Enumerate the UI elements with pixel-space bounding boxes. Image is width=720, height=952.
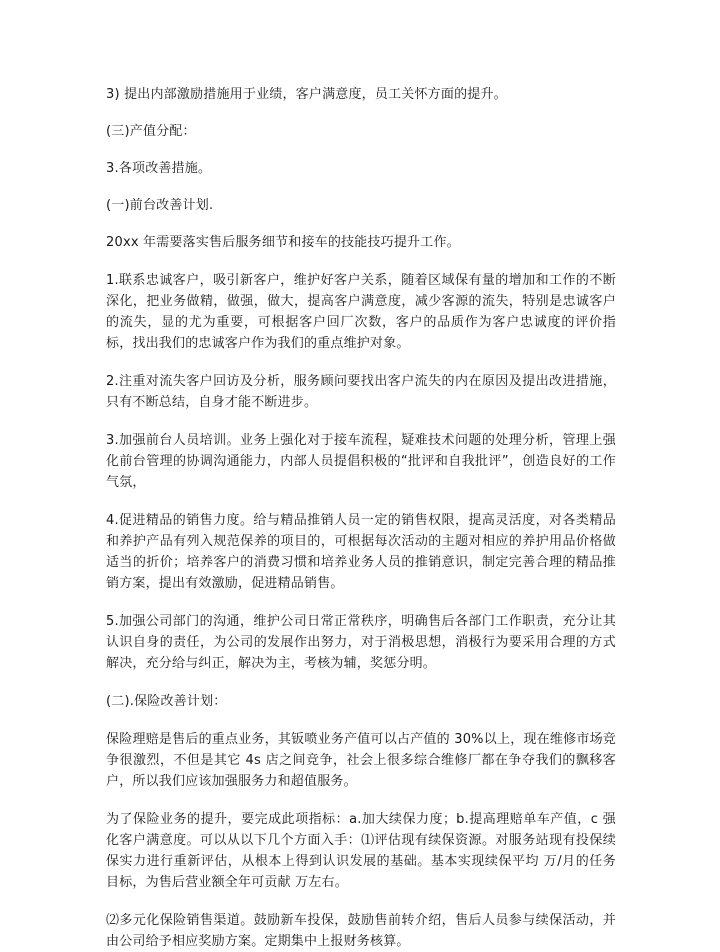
paragraph-item-5: 5.加强公司部门的沟通，维护公司日常正常秩序，明确售后各部门工作职责，充分让其认识自身的责任，为公司的发展作出努力，对于消极思想，消极行为要采用合理的方式解决，充分给与纠正，解决为主，考核为辅，奖惩分明。: [106, 614, 616, 671]
paragraph-incentive-measures: 3) 提出内部激励措施用于业绩，客户满意度，员工关怀方面的提升。: [106, 87, 507, 102]
paragraph-item-3: 3.加强前台人员培训。业务上强化对于接车流程，疑难技术问题的处理分析，管理上强化前台管理的协调沟通能力，内部人员提倡积极的“批评和自我批评”，创造良好的工作气氛，: [106, 433, 616, 490]
paragraph-item-1: 1.联系忠诚客户，吸引新客户，维护好客户关系，随着区域保有量的增加和工作的不断深化，把业务做精，做强，做大，提高客户满意度，减少客源的流失，特别是忠诚客户的流失，显的尤为重要，可根据客户回厂次数，客户的品质作为客户忠诚度的评价指标，找出我们的忠诚客户作为我们的重点维护对象。: [106, 273, 616, 351]
heading-improvement-measures: 3.各项改善措施。: [106, 161, 212, 176]
paragraph-item-2: 2.注重对流失客户回访及分析，服务顾问要找出客户流失的内在原因及提出改进措施，只有不断总结，自身才能不断进步。: [106, 374, 616, 410]
paragraph-insurance-targets: 为了保险业务的提升，要完成此项指标：a.加大续保力度；b.提高理赔单车产值，c 强化客户满意度。可以从以下几个方面入手：⑴评估现有续保资源。对服务站现有投保续保实力进行重新评估，从根本上得到认识发展的基础。基本实现续保平均 万/月的任务目标，为售后营业额全年可贡献 万左右。: [106, 812, 616, 890]
paragraph-item-4: 4.促进精品的销售力度。给与精品推销人员一定的销售权限，提高灵活度，对各类精品和养护产品有列入规范保养的项目的，可根据每次活动的主题对相应的养护用品价格做适当的折价；培养客户的消费习惯和培养业务人员的推销意识，制定完善合理的精品推销方案，提出有效激励，促进精品销售。: [106, 513, 616, 591]
heading-insurance-plan: (二).保险改善计划：: [106, 694, 227, 709]
heading-front-desk-plan: (一)前台改善计划.: [106, 198, 214, 213]
paragraph-insurance-claims: 保险理赔是售后的重点业务，其钣喷业务产值可以占产值的 30%以上，现在维修市场竞争很激烈，不但是其它 4s 店之间竞争，社会上很多综合维修厂都在争夺我们的飘移客户，所以我们应该加强服务力和超值服务。: [106, 732, 616, 789]
heading-output-allocation: (三)产值分配：: [106, 124, 196, 139]
document-body: [106, 84, 616, 952]
paragraph-annual-goal: 20xx 年需要落实售后服务细节和接车的技能技巧提升工作。: [106, 235, 460, 250]
paragraph-sales-channels: ⑵多元化保险销售渠道。鼓励新车投保，鼓励售前转介绍，售后人员参与续保活动，并由公司给予相应奖励方案。定期集中上报财务核算。: [106, 913, 616, 949]
